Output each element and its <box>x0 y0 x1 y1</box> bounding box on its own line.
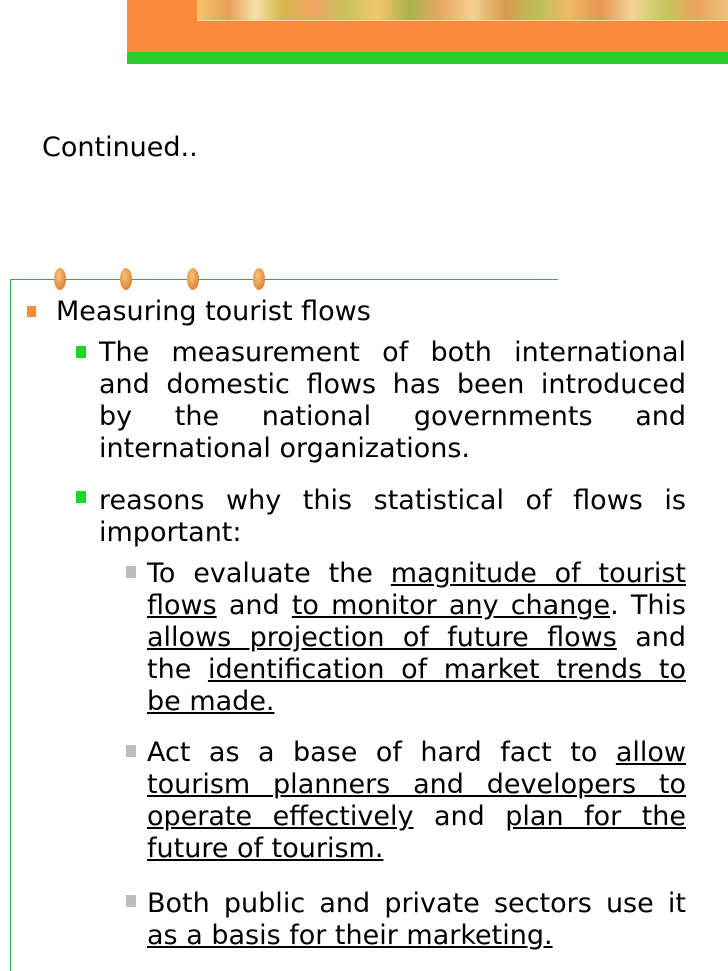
sub-bullet-text: reasons why this statistical of flows is important: <box>99 485 686 548</box>
bullet-square-icon <box>27 306 36 317</box>
bullet-square-icon <box>76 491 86 503</box>
point-public-private-sectors <box>147 888 686 952</box>
left-border-line <box>10 279 11 971</box>
point-base-of-hard-fact <box>147 737 686 865</box>
decorative-dot-4 <box>253 268 265 290</box>
sub-bullet-measurement <box>99 337 686 465</box>
point-evaluate-magnitude <box>147 558 686 718</box>
slide-title: Continued.. <box>42 132 198 163</box>
decorative-dot-3 <box>187 268 199 290</box>
divider-line <box>10 279 558 280</box>
point-text: Both public and private sectors use it as a basis for their marketing. <box>147 888 686 951</box>
banner-green-stripe <box>127 52 728 64</box>
bullet-measuring-tourist-flows <box>56 296 696 328</box>
bullet-square-icon <box>126 566 136 578</box>
sub-bullet-reasons <box>99 485 686 549</box>
decorative-dot-2 <box>120 268 132 290</box>
sub-bullet-text: The measurement of both international and domestic flows has been introduced by the national governments and international organizations. <box>99 337 686 464</box>
bullet-square-icon <box>126 895 136 907</box>
point-text: To evaluate the magnitude of tourist flows and to monitor any change. This allows projection of future flows and the identification of market trends to be made. <box>147 558 686 717</box>
point-text: Act as a base of hard fact to allow tourism planners and developers to operate effectively and plan for the future of tourism. <box>147 737 687 864</box>
bullet-text: Measuring tourist flows <box>56 296 371 327</box>
bullet-square-icon <box>76 346 86 358</box>
header-banner <box>127 0 728 64</box>
banner-flower-image <box>197 0 728 21</box>
bullet-square-icon <box>126 745 136 757</box>
decorative-dot-1 <box>54 268 66 290</box>
